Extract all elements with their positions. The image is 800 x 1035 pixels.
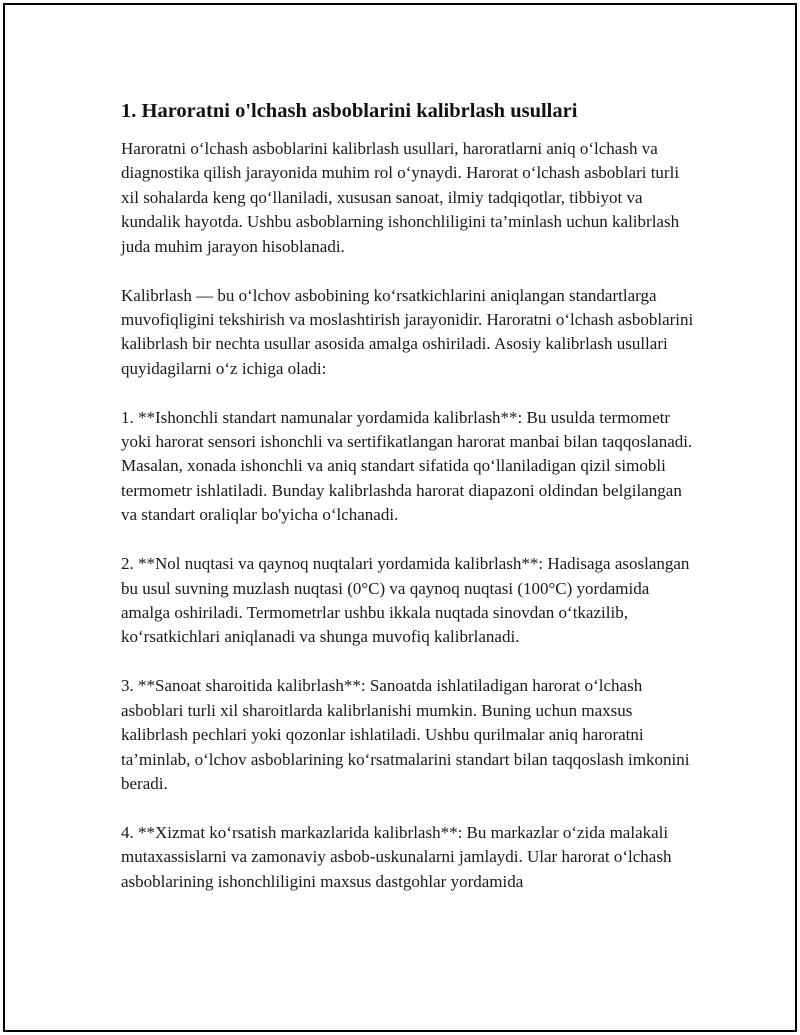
paragraph-definition: Kalibrlash — bu o‘lchov asbobining ko‘rsatkichlarini aniqlangan standartlarga muvofiqligini tekshirish va moslashtirish jarayonidir. Haroratni o‘lchash asboblarini kalibrlash bir nechta usullar asosida amalga oshiriladi. Asosiy kalibrlash usullari quyidagilarni o‘z ichiga oladi:: [121, 285, 694, 378]
paragraph-method-4: 4. **Xizmat ko‘rsatish markazlarida kalibrlash**: Bu markazlar o‘zida malakali mutaxassislarni va zamonaviy asbob-uskunalarni jamlaydi. Ular harorat o‘lchash asboblarining ishonchliligini maxsus dastgohlar yordamida: [121, 822, 672, 891]
paragraph-intro: Haroratni o‘lchash asboblarini kalibrlash usullari, haroratlarni aniq o‘lchash va diagnostika qilish jarayonida muhim rol o‘ynaydi. Harorat o‘lchash asboblari turli xil sohalarda keng qo‘llaniladi, xususan sanoat, ilmiy tadqiqotlar, tibbiyot va kundalik hayotda. Ushbu asboblarning ishonchliligini ta’minlash uchun kalibrlash juda muhim jarayon hisoblanadi.: [121, 139, 680, 256]
paragraph-method-3: 3. **Sanoat sharoitida kalibrlash**: Sanoatda ishlatiladigan harorat o‘lchash asboblari turli xil sharoitlarda kalibrlanishi mumkin. Buning uchun maxsus kalibrlash pechlari yoki qozonlar ishlatiladi. Ushbu qurilmalar aniq haroratni ta’minlab, o‘lchov asboblarining ko‘rsatmalarini standart bilan taqqoslash imkonini beradi.: [121, 676, 690, 793]
paragraph-method-1: 1. **Ishonchli standart namunalar yordamida kalibrlash**: Bu usulda termometr yoki harorat sensori ishonchli va sertifikatlangan harorat manbai bilan taqqoslanadi. Masalan, xonada ishonchli va aniq standart sifatida qo‘llaniladigan qizil simobli termometr ishlatiladi. Bunday kalibrlashda harorat diapazoni oldindan belgilangan va standart oraliqlar bo'yicha o‘lchanadi.: [121, 407, 693, 525]
document-page: [3, 3, 797, 1032]
document-body: [121, 97, 701, 919]
document-title: 1. Haroratni o'lchash asboblarini kalibrlash usullari: [121, 100, 578, 122]
paragraph-method-2: 2. **Nol nuqtasi va qaynoq nuqtalari yordamida kalibrlash**: Hadisaga asoslangan bu usul suvning muzlash nuqtasi (0°C) va qaynoq nuqtasi (100°C) yordamida amalga oshiriladi. Termometrlar ushbu ikkala nuqtada sinovdan o‘tkazilib, ko‘rsatkichlari aniqlanadi va shunga muvofiq kalibrlanadi.: [121, 554, 690, 647]
